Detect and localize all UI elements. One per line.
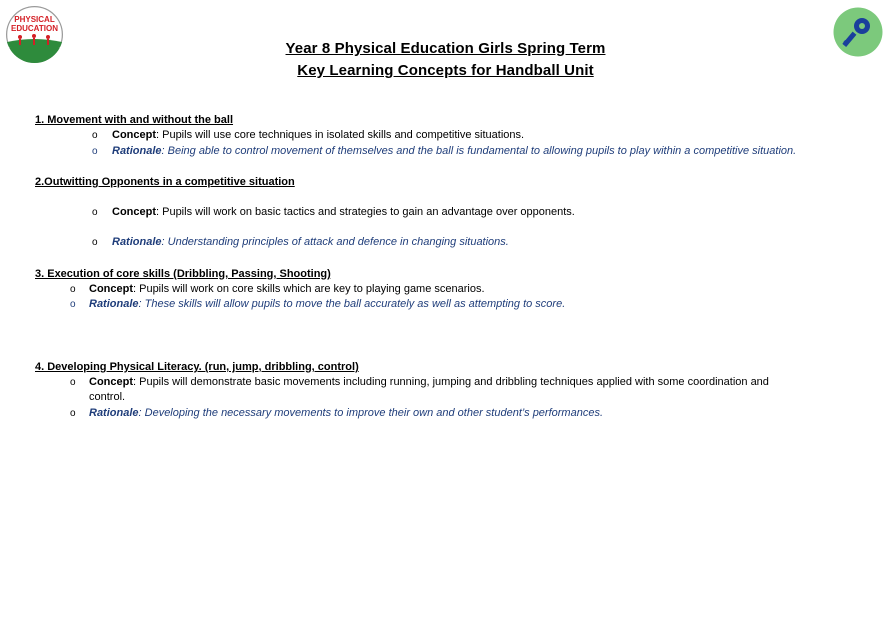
rationale-text: : Being able to control movement of themselves and the ball is fundamental to allowing pupils to play within a competitive situation. <box>161 145 797 157</box>
concept-label: Concept <box>89 376 133 388</box>
concept-text: : Pupils will demonstrate basic movements including running, jumping and dribbling techniques applied with some coordination and <box>133 376 769 388</box>
page-subtitle: Key Learning Concepts for Handball Unit <box>297 62 594 79</box>
bullet-icon: o <box>92 146 98 157</box>
concept-label: Concept <box>112 206 156 218</box>
bullet-icon: o <box>92 237 98 248</box>
rationale-item-1 <box>112 144 796 159</box>
concept-item-2 <box>112 205 575 220</box>
concept-text: : Pupils will work on core skills which are key to playing game scenarios. <box>133 283 485 295</box>
bullet-icon: o <box>70 299 76 310</box>
rationale-label: Rationale <box>112 145 162 157</box>
section-heading-3: 3. Execution of core skills (Dribbling, Passing, Shooting) <box>35 268 331 280</box>
concept-label: Concept <box>112 129 156 141</box>
concept-item-1 <box>112 128 524 143</box>
concept-text-continued: control. <box>89 391 126 403</box>
section-heading-2: 2.Outwitting Opponents in a competitive situation <box>35 176 295 188</box>
section-heading-4: 4. Developing Physical Literacy. (run, jump, dribbling, control) <box>35 361 359 373</box>
bullet-icon: o <box>92 207 98 218</box>
concept-text: : Pupils will work on basic tactics and strategies to gain an advantage over opponents. <box>156 206 575 218</box>
rationale-label: Rationale <box>89 407 139 419</box>
rationale-text: : These skills will allow pupils to move the ball accurately as well as attempting to score. <box>138 298 566 310</box>
bullet-icon: o <box>92 130 98 141</box>
rationale-label: Rationale <box>89 298 139 310</box>
rationale-label: Rationale <box>112 236 162 248</box>
rationale-text: : Developing the necessary movements to improve their own and other student’s performances. <box>138 407 603 419</box>
bullet-icon: o <box>70 377 76 388</box>
rationale-text: : Understanding principles of attack and defence in changing situations. <box>161 236 509 248</box>
page-title: Year 8 Physical Education Girls Spring Term <box>285 40 606 57</box>
concept-label: Concept <box>89 283 133 295</box>
bullet-icon: o <box>70 408 76 419</box>
concept-item-3 <box>89 282 485 297</box>
rationale-item-4 <box>89 406 603 421</box>
concept-item-4 <box>89 375 849 390</box>
rationale-item-2 <box>112 235 509 250</box>
concept-text: : Pupils will use core techniques in isolated skills and competitive situations. <box>156 129 525 141</box>
svg-text:EDUCATION: EDUCATION <box>11 24 58 33</box>
bullet-icon: o <box>70 284 76 295</box>
section-heading-1: 1. Movement with and without the ball <box>35 114 234 126</box>
svg-text:PHYSICAL: PHYSICAL <box>14 15 55 24</box>
rationale-item-3 <box>89 297 565 312</box>
